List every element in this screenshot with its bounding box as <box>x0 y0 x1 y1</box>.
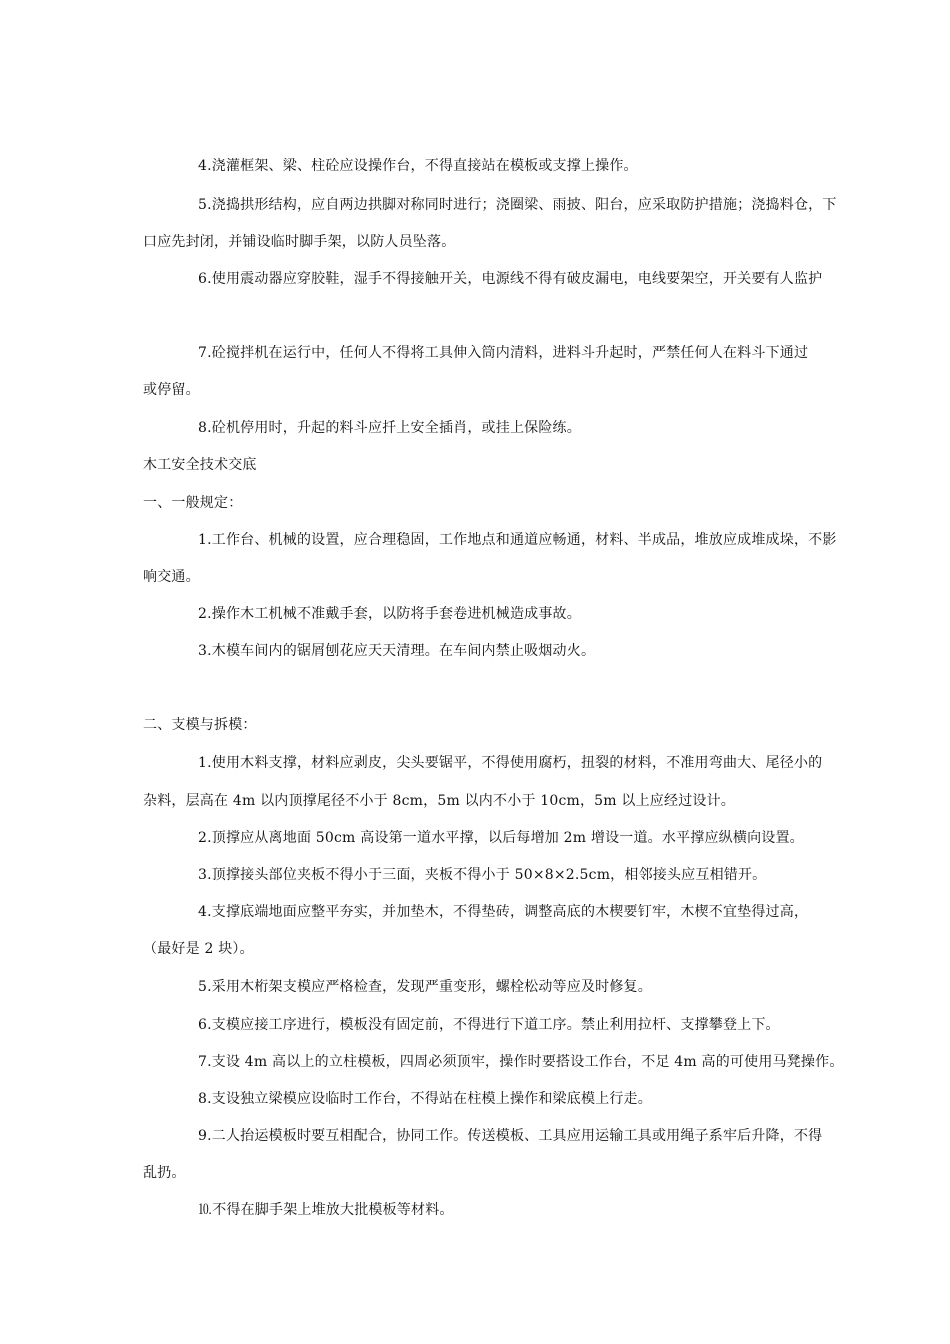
section-2-item-5: 5.采用木桁架支模应严格检查，发现严重变形，螺栓松动等应及时修复。 <box>198 979 652 995</box>
section-2-item-9-line-2: 乱扔。 <box>143 1165 186 1181</box>
section-1-heading: 一、一般规定： <box>143 495 243 511</box>
section-2-item-4-line-2: （最好是 2 块）。 <box>143 941 254 957</box>
paragraph-5-line-1: 5.浇捣拱形结构，应自两边拱脚对称同时进行；浇圈梁、雨披、阳台，应采取防护措施；浇捣料仓，下 <box>198 197 837 213</box>
paragraph-8: 8.砼机停用时，升起的料斗应扦上安全插肖，或挂上保险练。 <box>198 420 581 436</box>
paragraph-6: 6.使用震动器应穿胶鞋，湿手不得接触开关，电源线不得有破皮漏电，电线要架空，开关要有人监护 <box>198 271 823 287</box>
section-2-item-9-line-1: 9.二人抬运模板时要互相配合，协同工作。传送模板、工具应用运输工具或用绳子系牢后升降，不得 <box>198 1128 823 1144</box>
section-2-item-2: 2.顶撑应从离地面 50cm 高设第一道水平撑，以后每增加 2m 增设一道。水平撑应纵横向设置。 <box>198 830 804 846</box>
paragraph-7-line-1: 7.砼搅拌机在运行中，任何人不得将工具伸入筒内清料，进料斗升起时，严禁任何人在料斗下通过 <box>198 345 809 361</box>
section-2-item-10: ⒑不得在脚手架上堆放大批模板等材料。 <box>198 1202 454 1218</box>
section-1-item-1-line-2: 响交通。 <box>143 569 200 585</box>
section-2-heading: 二、支模与拆模： <box>143 717 257 733</box>
section-2-item-1-line-1: 1.使用木料支撑，材料应剥皮，尖头要锯平，不得使用腐朽，扭裂的材料，不准用弯曲大、尾径小的 <box>198 755 823 771</box>
paragraph-7-line-2: 或停留。 <box>143 382 200 398</box>
section-2-item-8: 8.支设独立梁模应设临时工作台，不得站在柱模上操作和梁底模上行走。 <box>198 1091 652 1107</box>
paragraph-4: 4.浇灌框架、梁、柱砼应设操作台，不得直接站在模板或支撑上操作。 <box>198 158 638 174</box>
section-1-item-3: 3.木模车间内的锯屑刨花应天天清理。在车间内禁止吸烟动火。 <box>198 643 596 659</box>
section-2-item-3: 3.顶撑接头部位夹板不得小于三面，夹板不得小于 50×8×2.5cm，相邻接头应互相错开。 <box>198 867 767 883</box>
section-2-item-4-line-1: 4.支撑底端地面应整平夯实，并加垫木，不得垫砖，调整高底的木楔要钉牢，木楔不宜垫得过高， <box>198 904 809 920</box>
paragraph-5-line-2: 口应先封闭，并铺设临时脚手架，以防人员坠落。 <box>143 234 456 250</box>
section-title: 木工安全技术交底 <box>143 457 257 473</box>
section-2-item-1-line-2: 杂料，层高在 4m 以内顶撑尾径不小于 8cm，5m 以内不小于 10cm，5m 以上应经过设计。 <box>143 793 736 809</box>
section-1-item-1-line-1: 1.工作台、机械的设置，应合理稳固，工作地点和通道应畅通，材料、半成品，堆放应成堆成垛，不影 <box>198 532 837 548</box>
section-1-item-2: 2.操作木工机械不准戴手套，以防将手套卷进机械造成事故。 <box>198 606 581 622</box>
section-2-item-6: 6.支模应接工序进行，模板没有固定前，不得进行下道工序。禁止利用拉杆、支撑攀登上下。 <box>198 1017 780 1033</box>
section-2-item-7: 7.支设 4m 高以上的立柱模板，四周必须顶牢，操作时要搭设工作台，不足 4m 高的可使用马凳操作。 <box>198 1054 844 1070</box>
